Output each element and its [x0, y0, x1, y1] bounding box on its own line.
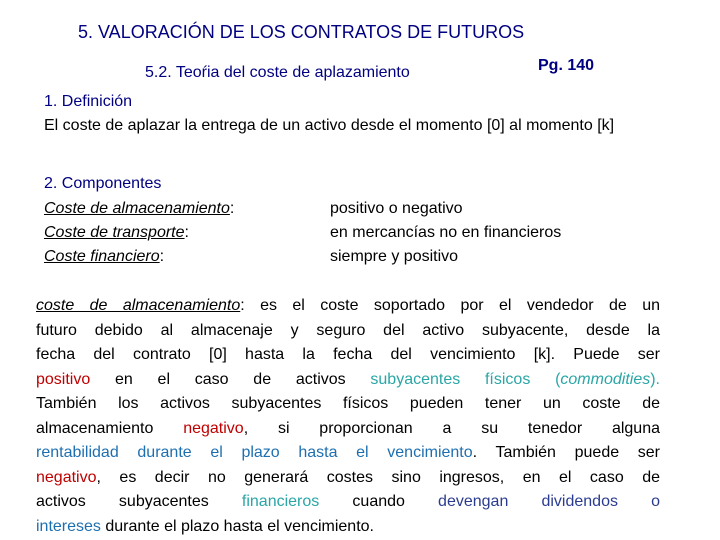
paragraph-line: También los activos subyacentes físicos pueden tener un coste de — [36, 395, 660, 412]
paragraph-line — [36, 466, 660, 491]
paragraph-line: fecha del contrato [0] hasta la fecha del vencimiento [k]. Puede ser — [36, 346, 660, 363]
components-values — [330, 197, 561, 269]
paragraph-line — [36, 441, 660, 466]
text: commodities — [560, 370, 651, 388]
paragraph-line — [36, 368, 660, 393]
text: devengan dividendos o — [438, 493, 660, 510]
text: , es decir no generará costes sino ingresos, en el caso de — [96, 468, 660, 486]
paragraph-line: futuro debido al almacenaje y seguro del activo subyacente, desde la — [36, 321, 660, 339]
text: cuando — [319, 493, 439, 510]
paragraph-line — [36, 490, 660, 515]
term: coste de almacenamiento — [36, 297, 241, 314]
definition-text: El coste de aplazar la entrega de un activo desde el momento [0] al momento [k] — [44, 117, 615, 134]
text: negativo — [183, 419, 244, 437]
component-item — [44, 245, 234, 269]
text: intereses — [36, 517, 101, 535]
text: ). — [650, 370, 660, 388]
storage-cost-paragraph — [36, 294, 660, 539]
components-list — [44, 197, 234, 269]
definition-heading: 1. Definición — [44, 93, 133, 110]
components-heading: 2. Componentes — [44, 175, 162, 192]
paragraph-line — [36, 417, 660, 442]
text: negativo — [36, 468, 97, 486]
text: en el caso de activos — [90, 370, 371, 388]
component-value: siempre y positivo — [330, 248, 459, 265]
section-subtitle: 5.2. Teoŕia del coste de aplazamiento — [145, 64, 410, 81]
component-item — [44, 221, 234, 245]
component-suffix: : — [159, 248, 165, 265]
text: . También puede ser — [472, 444, 660, 461]
text: ( — [530, 370, 561, 388]
text: financieros — [241, 493, 320, 510]
text: rentabilidad durante el plazo hasta el vencimiento — [36, 444, 473, 461]
text: almacenamiento — [36, 419, 184, 437]
text: activos subyacentes — [36, 493, 242, 510]
text: subyacentes físicos — [370, 370, 531, 388]
component-suffix: : — [229, 200, 235, 217]
text: durante el plazo hasta el vencimiento. — [100, 517, 374, 535]
text: positivo — [36, 370, 91, 388]
component-name: Coste de almacenamiento — [44, 200, 230, 217]
component-name: Coste financiero — [44, 248, 160, 265]
text: , si proporcionan a su tenedor alguna — [243, 419, 660, 437]
component-suffix: : — [184, 224, 189, 241]
page-reference: Pg. 140 — [538, 57, 595, 74]
slide-title: 5. VALORACIÓN DE LOS CONTRATOS DE FUTUROS — [78, 22, 525, 42]
component-name: Coste de transporte — [44, 224, 185, 241]
component-value: positivo o negativo — [330, 200, 463, 217]
paragraph-line — [36, 294, 660, 319]
component-value: en mercancías no en financieros — [330, 224, 562, 241]
text: : es el coste soportado por el vendedor de un — [240, 297, 660, 314]
component-item — [44, 197, 234, 221]
paragraph-line — [36, 515, 660, 540]
